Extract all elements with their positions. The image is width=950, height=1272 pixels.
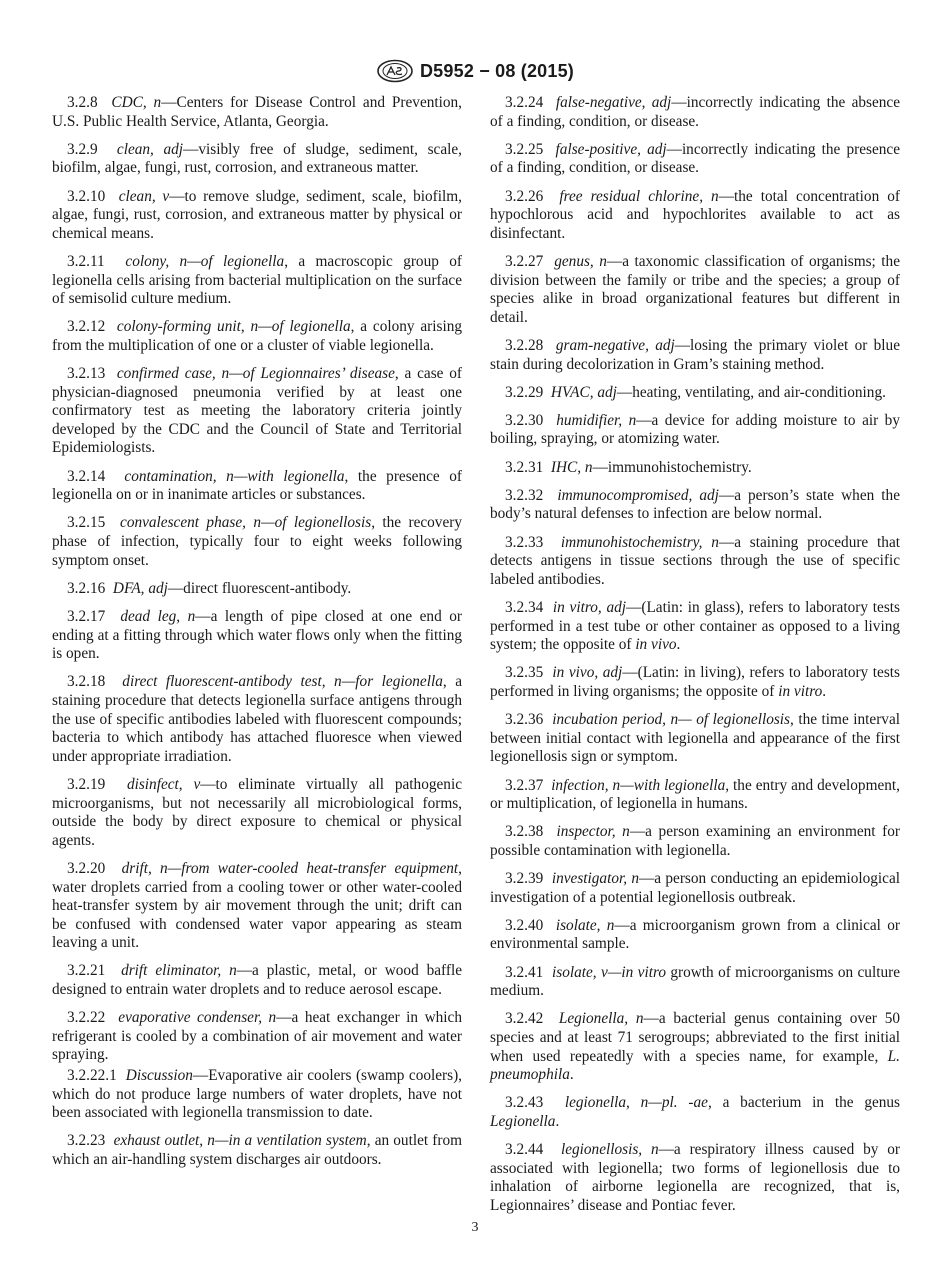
definition-term: IHC, n (550, 458, 593, 476)
definition-term: in vivo (635, 636, 677, 654)
definition-number: 3.2.11 (67, 252, 105, 270)
definition-number: 3.2.39 (505, 870, 544, 888)
definition-entry (52, 468, 462, 505)
definition-term: investigator, n (551, 870, 639, 888)
definition-number: 3.2.29 (505, 383, 544, 401)
definition-number: 3.2.37 (505, 776, 544, 794)
definition-entry (52, 962, 462, 999)
definition-term: isolate, n (555, 916, 615, 934)
definition-number: 3.2.17 (67, 608, 106, 625)
definition-text: —the total concentration of hypochlorous acid and hypochlorites available to act as disinfectant. (490, 187, 901, 242)
definition-entry (490, 870, 900, 907)
definition-entry (490, 412, 900, 449)
definition-entry (490, 459, 900, 478)
definition-term: isolate, v—in vitro (552, 963, 666, 981)
definition-entry (490, 711, 900, 767)
definition-term: exhaust outlet, n—in a ventilation system (113, 1132, 367, 1150)
definition-term: drift, n—from water-cooled heat-transfer equipment (121, 859, 459, 877)
right-column (490, 94, 900, 1225)
definition-number: 3.2.41 (505, 963, 544, 981)
definition-text: —a heat exchanger in which refrigerant is cooled by a combination of air movement and water spraying. (52, 1009, 462, 1064)
definition-text: , the presence of legionella on or in inanimate articles or substances. (52, 467, 463, 504)
definition-entry (490, 964, 900, 1001)
definition-term: in vivo, adj (552, 664, 623, 682)
definition-number: 3.2.32 (505, 486, 544, 504)
definition-text: , a bacterium in the genus (707, 1094, 901, 1112)
definition-text: , the entry and development, or multiplication, of legionella in humans. (490, 776, 900, 813)
definition-number: 3.2.40 (505, 916, 544, 934)
definition-number: 3.2.19 (67, 775, 106, 793)
definition-entry (490, 1094, 900, 1131)
definition-text: —immunohistochemistry. (592, 458, 752, 476)
definition-number: 3.2.26 (505, 187, 544, 205)
definition-number: 3.2.27 (505, 252, 544, 270)
definition-text: —a bacterial genus containing over 50 species and at least 71 serogroups; abbreviated to the first initial when used repeatedly with a species name, for example, (490, 1010, 900, 1065)
definition-text: —a person’s state when the body’s natural defenses to infection are below normal. (490, 486, 900, 523)
definition-entry (490, 823, 900, 860)
definition-number: 3.2.44 (505, 1141, 544, 1159)
definition-text: —a person conducting an epidemiological investigation of a potential legionellosis outbreak. (490, 870, 900, 906)
definition-term: clean, v (118, 187, 170, 205)
definition-entry (490, 487, 900, 524)
definition-entry (52, 514, 462, 570)
definition-entry (52, 94, 462, 131)
definition-number: 3.2.24 (505, 94, 544, 111)
definition-entry (490, 384, 900, 403)
definition-text: —visibly free of sludge, sediment, scale, biofilm, algae, fungi, rust, corrosion, and extraneous matter. (52, 140, 462, 177)
definition-text: , a colony arising from the multiplication of one or a cluster of viable legionella. (52, 318, 462, 354)
definition-term: false-negative, adj (555, 94, 672, 111)
definition-text: —a length of pipe closed at one end or ending at a fitting through which water flows only when the fitting is open. (52, 608, 463, 663)
definition-term: convalescent phase, n—of legionellosis (120, 514, 372, 532)
definition-entry (52, 141, 462, 178)
definition-term: humidifier, n (556, 411, 637, 429)
page-header (0, 58, 950, 84)
definition-entry (490, 337, 900, 374)
definition-number: 3.2.25 (505, 140, 544, 158)
definition-number: 3.2.22 (67, 1009, 106, 1027)
astm-logo-icon (376, 59, 414, 83)
document-designation: D5952 − 08 (2015) (419, 60, 574, 81)
definition-entry (490, 599, 900, 655)
definition-text: —a respiratory illness caused by or associated with legionella; two forms of legionellosis due to inhalation of airborne legionella are recognized, that is, Legionnaires’ disease and Pontiac fever. (490, 1141, 900, 1214)
definition-text: . (569, 1066, 574, 1084)
definition-entry (490, 664, 900, 701)
definition-entry (52, 1067, 462, 1123)
definition-text: —heating, ventilating, and air-conditioning. (616, 383, 886, 401)
definition-term: L. pneumophila (490, 1047, 900, 1084)
definition-term: in vitro (778, 682, 823, 700)
definition-entry (52, 365, 462, 458)
definition-entry (52, 860, 462, 953)
definition-entry (52, 318, 462, 355)
definition-text: —a staining procedure that detects antigens in tissue sections through the use of specific labeled antibodies. (490, 533, 900, 588)
definition-number: 3.2.34 (505, 599, 544, 616)
definition-number: 3.2.18 (67, 673, 106, 691)
definition-number: 3.2.13 (67, 365, 106, 383)
definition-entry (52, 1009, 462, 1065)
definition-term: immunocompromised, adj (557, 486, 719, 504)
definition-number: 3.2.23 (67, 1132, 106, 1150)
definition-entry (490, 1141, 900, 1215)
definition-number: 3.2.10 (67, 187, 106, 205)
definition-term: false-positive, adj (555, 140, 667, 158)
definition-entry (490, 188, 900, 244)
definition-term: HVAC, adj (550, 383, 617, 401)
definition-text: —a person examining an environment for possible contamination with legionella. (490, 823, 900, 859)
definition-number: 3.2.31 (505, 458, 544, 476)
definition-term: in vitro, adj (552, 599, 627, 616)
definition-text: , an outlet from which an air-handling system discharges air outdoors. (52, 1132, 463, 1168)
definition-number: 3.2.35 (505, 664, 544, 682)
definition-number: 3.2.21 (67, 962, 106, 980)
definition-term: CDC, n (111, 94, 162, 111)
definition-entry (52, 253, 462, 309)
definition-number: 3.2.20 (67, 859, 106, 877)
definition-term: evaporative condenser, n (118, 1009, 277, 1027)
definition-number: 3.2.14 (67, 467, 106, 485)
definition-term: free residual chlorine, n (559, 187, 719, 205)
definition-term: contamination, n—with legionella (124, 467, 345, 485)
definition-text: —losing the primary violet or blue stain during decolorization in Gram’s staining method. (490, 336, 900, 373)
definition-term: legionellosis, n (560, 1141, 659, 1159)
definition-term: Discussion (125, 1067, 193, 1085)
definition-term: disinfect, v (126, 775, 201, 793)
definition-entry (490, 917, 900, 954)
definition-text: , the time interval between initial contact with legionella and appearance of the first legionellosis sign or symptom. (490, 711, 900, 766)
definition-term: confirmed case, n—of Legionnaires’ disease (116, 365, 395, 383)
definition-term: colony, n—of legionella (125, 252, 285, 270)
definition-term: immunohistochemistry, n (560, 533, 719, 551)
definition-text: —Evaporative air coolers (swamp coolers), which do not produce large numbers of water droplets, have not been associated with legionella transmission to date. (52, 1067, 462, 1122)
definition-term: gram-negative, adj (555, 336, 675, 354)
definition-term: incubation period, n— of legionellosis (552, 711, 791, 729)
definition-text: —incorrectly indicating the absence of a finding, condition, or disease. (490, 94, 901, 130)
definition-text: —Centers for Disease Control and Prevention, U.S. Public Health Service, Atlanta, Georgia. (52, 94, 463, 130)
definition-number: 3.2.8 (67, 94, 98, 111)
definition-text: —a device for adding moisture to air by boiling, spraying, or atomizing water. (490, 411, 900, 448)
definition-number: 3.2.28 (505, 336, 544, 354)
definition-number: 3.2.38 (505, 823, 544, 841)
definition-text: , water droplets carried from a cooling tower or other water-cooled heat-transfer system by air movement through the unit; drift can be confused with condensed water vapor appearing as steam leaving a unit. (52, 859, 462, 952)
definition-text: . (555, 1113, 560, 1130)
definition-entry (490, 534, 900, 590)
definition-term: Legionella, n (558, 1010, 644, 1028)
definition-number: 3.2.15 (67, 514, 106, 532)
definition-text: . (822, 682, 827, 700)
definition-entry (52, 673, 462, 766)
definition-text: —incorrectly indicating the presence of a finding, condition, or disease. (490, 140, 900, 177)
definition-number: 3.2.30 (505, 411, 544, 429)
definition-entry (490, 1010, 900, 1084)
definition-number: 3.2.9 (67, 140, 98, 158)
left-column (52, 94, 462, 1179)
definition-number: 3.2.16 (67, 579, 106, 597)
definition-text: —to eliminate virtually all pathogenic microorganisms, but not necessarily all microbiological forms, outside the body by direct exposure to chemical or physical agents. (52, 775, 462, 849)
definition-text: —(Latin: in glass), refers to laboratory tests performed in a test tube or other container as opposed to a living system; the opposite of (490, 599, 900, 654)
definition-term: dead leg, n (120, 608, 196, 625)
definition-term: drift eliminator, n (121, 962, 237, 980)
definition-text: —a plastic, metal, or wood baffle designed to entrain water droplets and to reduce aerosol escape. (52, 962, 463, 999)
definition-number: 3.2.33 (505, 533, 544, 551)
definition-entry (490, 141, 900, 178)
definition-text: , a macroscopic group of legionella cells arising from bacterial multiplication on the surface of semisolid culture medium. (52, 252, 462, 308)
definition-term: infection, n—with legionella (551, 776, 726, 794)
definition-entry (52, 1132, 462, 1169)
definition-text: —to remove sludge, sediment, scale, biofilm, algae, fungi, rust, corrosion, and extraneous matter by physical or chemical means. (52, 187, 462, 242)
definition-term: Legionella (490, 1113, 556, 1130)
definition-term: DFA, adj (112, 579, 168, 597)
definition-entry (52, 608, 462, 664)
definition-entry (52, 188, 462, 244)
definition-number: 3.2.43 (505, 1094, 544, 1112)
definition-term: clean, adj (116, 140, 184, 158)
definition-text: —a taxonomic classification of organisms; the division between the family or tribe and the species; a group of species alike in broad organizational features but different in detail. (490, 252, 900, 326)
definition-term: legionella, n—pl. -ae (564, 1094, 708, 1112)
definition-term: colony-forming unit, n—of legionella (116, 318, 351, 336)
definition-text: , the recovery phase of infection, typically four to eight weeks following symptom onset. (52, 514, 462, 569)
definition-term: direct fluorescent-antibody test, n—for legionella (122, 673, 443, 691)
definition-entry (490, 253, 900, 327)
definition-entry (52, 580, 462, 599)
definition-term: inspector, n (556, 823, 630, 841)
definition-text: —direct fluorescent-antibody. (167, 579, 352, 597)
definition-term: genus, n (554, 252, 607, 270)
definition-text: —(Latin: in living), refers to laboratory tests performed in living organisms; the opposite of (490, 664, 900, 700)
definition-number: 3.2.22.1 (67, 1067, 117, 1085)
definition-entry (490, 94, 900, 131)
definition-text: . (676, 636, 681, 654)
definition-text: —a microorganism grown from a clinical or environmental sample. (490, 916, 900, 953)
page-number: 3 (471, 1220, 479, 1235)
definition-number: 3.2.36 (505, 711, 544, 729)
definition-entry (490, 777, 900, 814)
definition-entry (52, 776, 462, 850)
definition-text: , a case of physician-diagnosed pneumonia verified by at least one confirmatory test as meeting the laboratory criteria jointly developed by the CDC and the Council of State and Territorial Epidemiologists. (52, 365, 462, 457)
definition-text: growth of microorganisms on culture medium. (490, 963, 900, 1000)
definition-number: 3.2.42 (505, 1010, 544, 1028)
definition-text: , a staining procedure that detects legionella surface antigens through the use of specific antibodies labeled with fluorescent compounds; bacteria to which antibody has attached fluoresce when viewed under appropriate irradiation. (52, 673, 462, 765)
definition-number: 3.2.12 (67, 318, 106, 336)
